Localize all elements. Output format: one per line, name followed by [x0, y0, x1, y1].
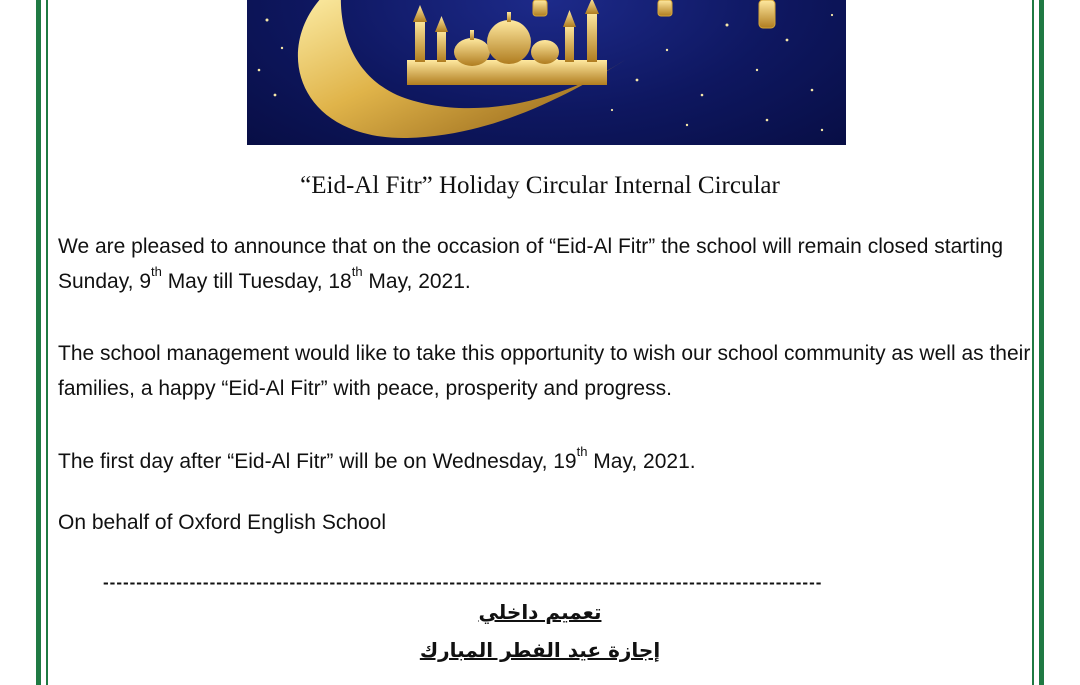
wishes-paragraph: The school management would like to take this opportunity to wish our school community as well as their families, a happy “Eid-Al Fitr” with peace, prosperity and progress. [58, 342, 1031, 400]
announcement-text-3: May, 2021. [362, 270, 471, 293]
ordinal-superscript: th [151, 264, 162, 279]
announcement-text-1: We are pleased to announce that on the occasion of “Eid-Al Fitr” the school will remain closed starting Sunday, 9 [58, 235, 1004, 293]
first-day-text-1: The first day after “Eid-Al Fitr” will be on Wednesday, 19 [58, 450, 577, 473]
announcement-text-2: May till Tuesday, 18 [161, 270, 352, 293]
arabic-heading-eid-holiday: إجازة عيد الفطر المبارك [419, 638, 661, 662]
signoff: On behalf of Oxford English School [58, 511, 387, 534]
first-day-text-2: May, 2021. [587, 450, 696, 473]
eid-banner-image [247, 0, 846, 145]
first-day-paragraph [58, 444, 1043, 479]
ordinal-superscript: th [351, 264, 363, 279]
circular-title: “Eid-Al Fitr” Holiday Circular Internal Circular [300, 172, 780, 199]
section-divider: ------------------------------------------------------------------------------------------------------------ [103, 573, 823, 592]
crescent-mosque-icon [247, 0, 846, 145]
announcement-paragraph [58, 229, 1043, 299]
ordinal-superscript: th [576, 444, 588, 459]
arabic-heading-internal-circular: تعميم داخلي [478, 600, 602, 624]
